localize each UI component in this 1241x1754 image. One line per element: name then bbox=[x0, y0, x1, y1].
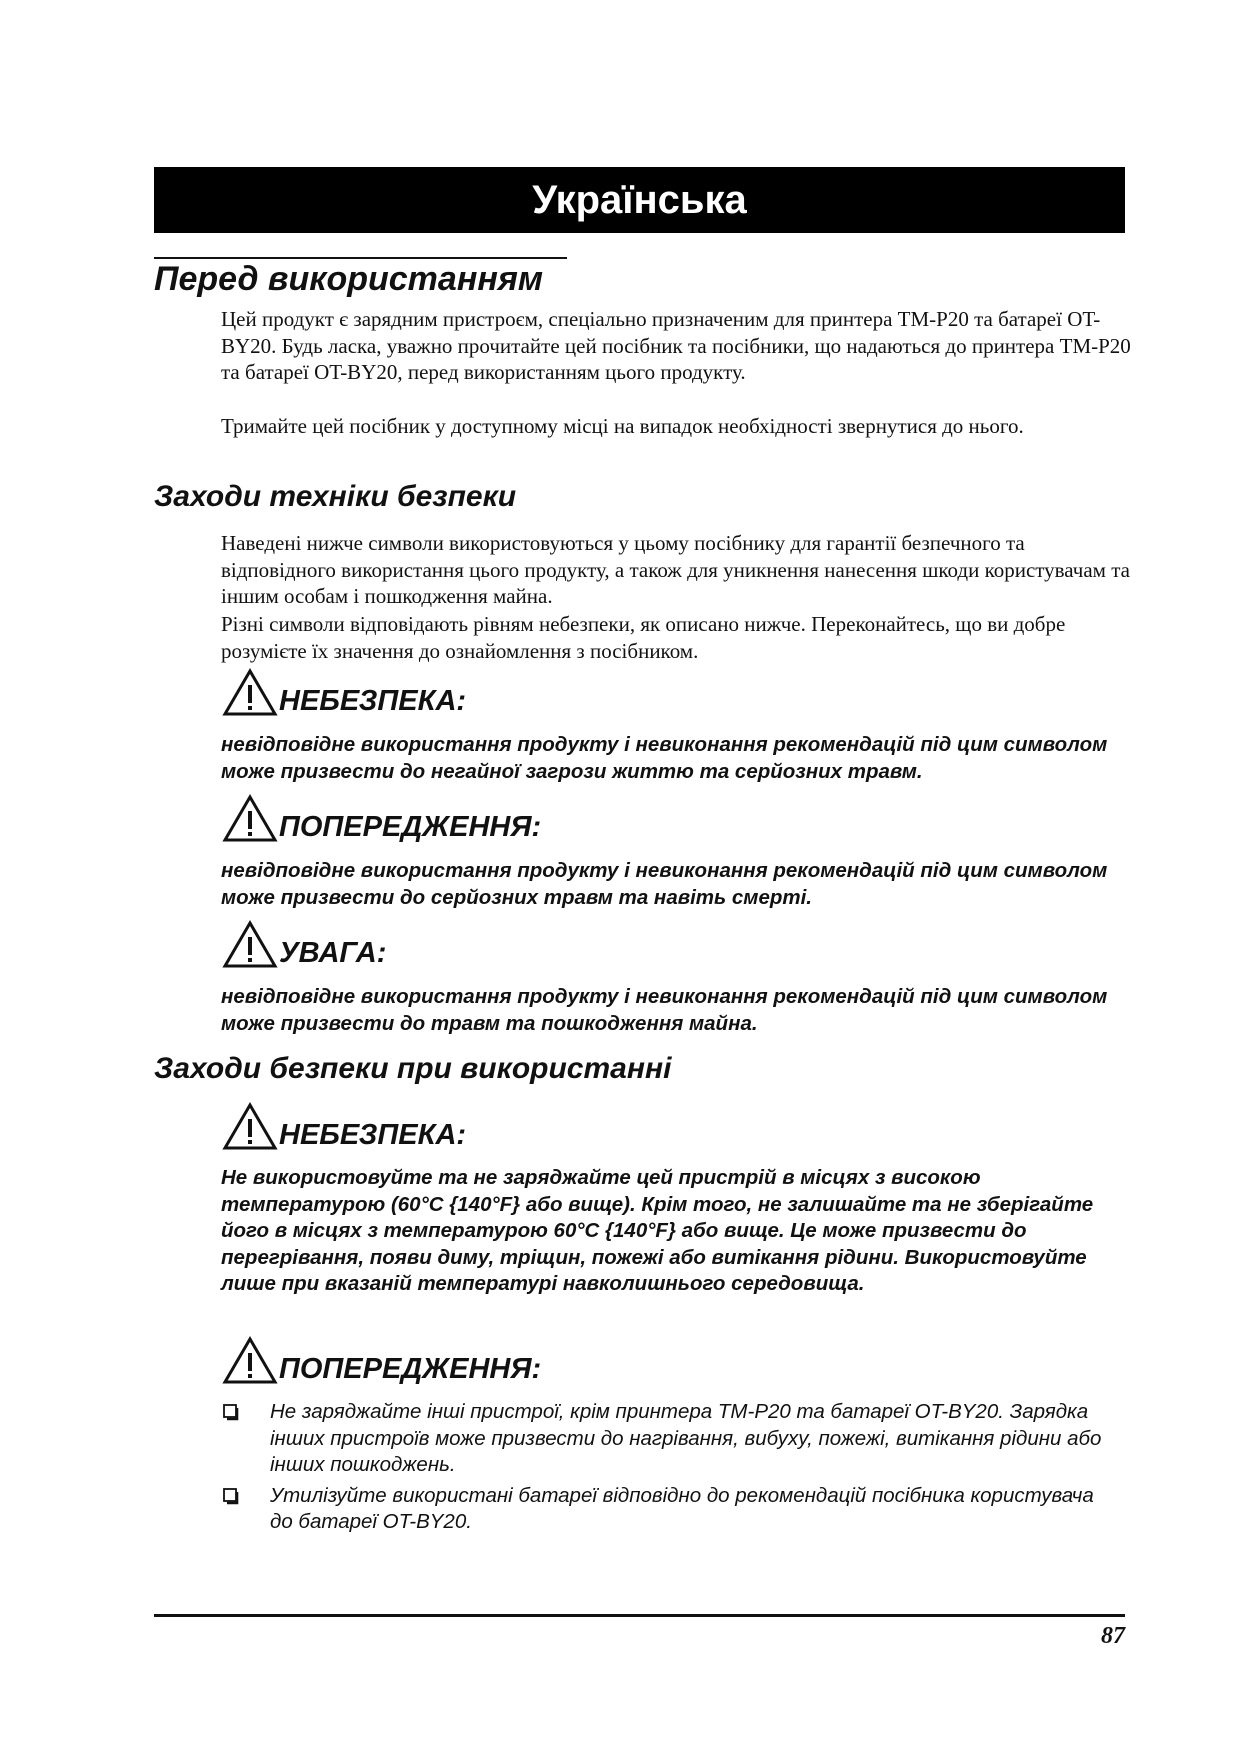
caution-label: УВАГА: bbox=[279, 937, 387, 969]
warning-description: невідповідне використання продукту і невиконання рекомендацій під цим символом може призвести до серйозних травм та навіть смерті. bbox=[221, 859, 1108, 909]
warning-triangle-icon bbox=[221, 668, 279, 718]
list-item bbox=[221, 1399, 1121, 1479]
warning-triangle-icon bbox=[221, 1102, 279, 1152]
danger-label: НЕБЕЗПЕКА: bbox=[279, 685, 467, 717]
usage-safety-heading: Заходи безпеки при використанні bbox=[154, 1052, 672, 1085]
caution-description: невідповідне використання продукту і невиконання рекомендацій під цим символом може призвести до травм та пошкодження майна. bbox=[221, 985, 1108, 1035]
before-use-heading: Перед використанням bbox=[154, 260, 544, 298]
safety-heading: Заходи техніки безпеки bbox=[154, 480, 517, 513]
warning-triangle-icon bbox=[221, 920, 279, 970]
before-use-paragraph-1: Цей продукт є зарядним пристроєм, спеціально призначеним для принтера TM-P20 та батареї OT-BY20. Будь ласка, уважно прочитайте цей посібник та посібники, що надаються до принтера TM-P20 та батареї OT-BY20, перед використанням цього продукту. bbox=[221, 307, 1131, 384]
usage-danger-notice-title bbox=[221, 1102, 466, 1152]
list-item bbox=[221, 1483, 1121, 1536]
usage-warning-notice-title bbox=[221, 1336, 541, 1386]
caution-notice-title bbox=[221, 920, 386, 970]
danger-notice-title bbox=[221, 668, 466, 718]
checkbox-icon bbox=[223, 1488, 240, 1505]
list-item-text: Не заряджайте інші пристрої, крім принтера TM-P20 та батареї OT-BY20. Зарядка інших пристроїв може призвести до нагрівання, вибуху, пожежі, витікання рідини або інших пошкоджень. bbox=[270, 1400, 1102, 1476]
usage-warning-list bbox=[221, 1399, 1121, 1540]
language-title: Українська bbox=[532, 177, 747, 222]
language-banner bbox=[154, 167, 1125, 233]
before-use-paragraph-2: Тримайте цей посібник у доступному місці на випадок необхідності звернутися до нього. bbox=[221, 414, 1024, 438]
danger-description: невідповідне використання продукту і невиконання рекомендацій під цим символом може призвести до негайної загрози життю та серйозних травм. bbox=[221, 733, 1108, 783]
safety-paragraph-2: Різні символи відповідають рівням небезпеки, як описано нижче. Переконайтесь, що ви добре розумієте їх значення до ознайомлення з посібником. bbox=[221, 612, 1066, 663]
usage-danger-label: НЕБЕЗПЕКА: bbox=[279, 1119, 467, 1151]
warning-triangle-icon bbox=[221, 794, 279, 844]
footer-rule bbox=[154, 1614, 1125, 1617]
usage-danger-description: Не використовуйте та не заряджайте цей пристрій в місцях з високою температурою (60°C {140°F} або вище). Крім того, не залишайте та не зберігайте його в місцях з температурою 60°C {140°F} або вище. Це може призвести до перегрівання, появи диму, тріщин, пожежі або витікання рідини. Використовуйте лише при вказаній температурі навколишнього середовища. bbox=[221, 1166, 1094, 1295]
page-number: 87 bbox=[1101, 1623, 1125, 1649]
warning-triangle-icon bbox=[221, 1336, 279, 1386]
list-item-text: Утилізуйте використані батареї відповідно до рекомендацій посібника користувача до батареї OT-BY20. bbox=[270, 1483, 1094, 1533]
safety-paragraph-1: Наведені нижче символи використовуються у цьому посібнику для гарантії безпечного та відповідного використання цього продукту, а також для уникнення нанесення шкоди користувачам та іншим особам і пошкодження майна. bbox=[221, 531, 1130, 608]
warning-label: ПОПЕРЕДЖЕННЯ: bbox=[279, 811, 542, 843]
usage-warning-label: ПОПЕРЕДЖЕННЯ: bbox=[279, 1353, 542, 1385]
warning-notice-title bbox=[221, 794, 541, 844]
checkbox-icon bbox=[223, 1404, 240, 1421]
